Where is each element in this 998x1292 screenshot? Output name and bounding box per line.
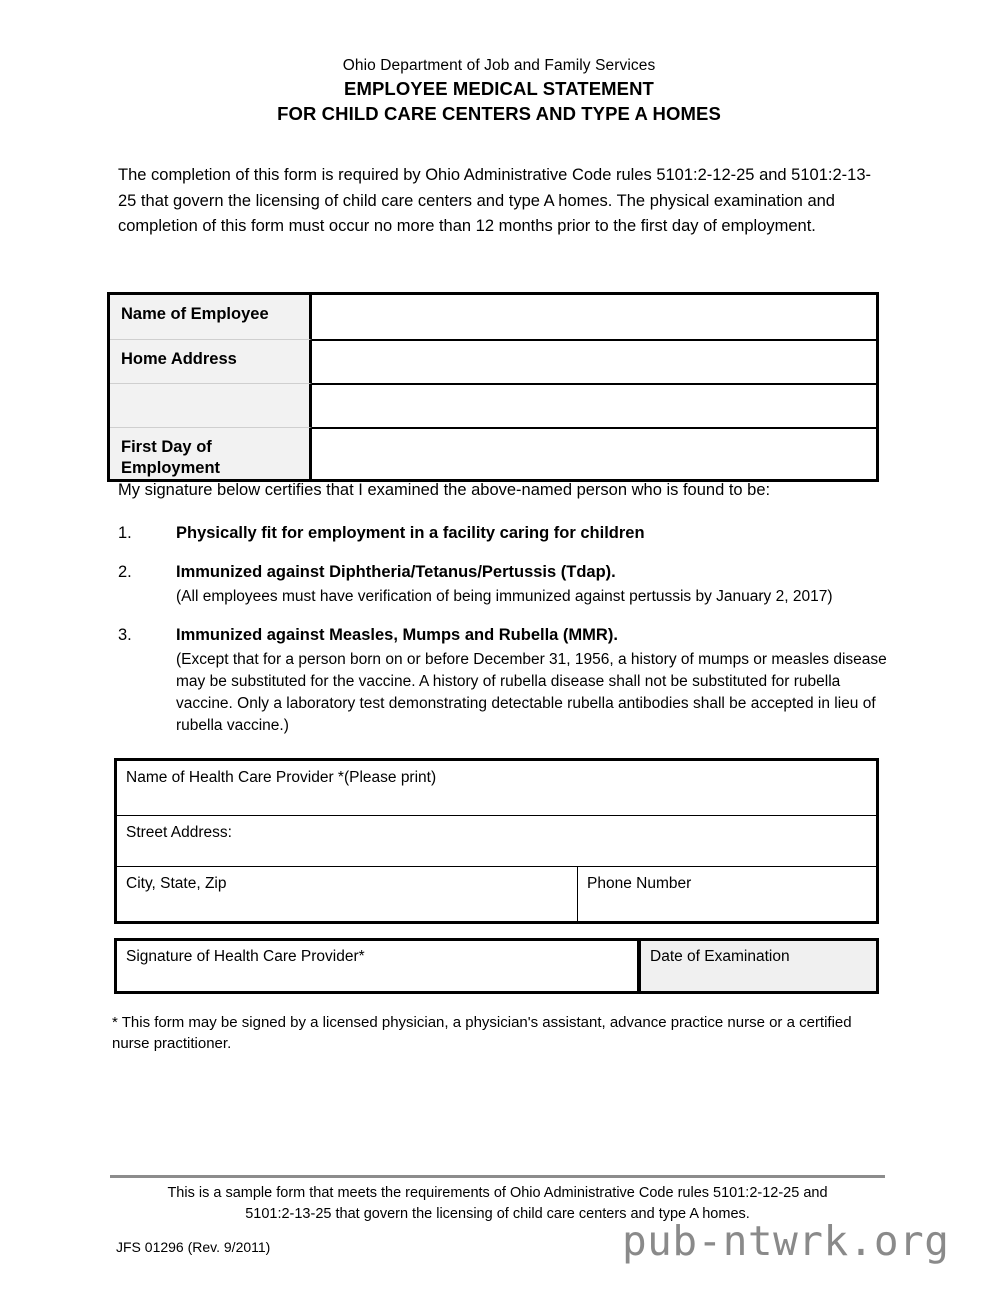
item-body (176, 561, 890, 608)
agency-name: Ohio Department of Job and Family Services (342, 57, 656, 74)
document-header (0, 56, 998, 126)
table-row (110, 383, 876, 427)
intro-paragraph: The completion of this form is required by Ohio Administrative Code rules 5101:2-12-25 and 5101:2-13-25 that govern the licensing of child care centers and type A homes. The physical examination and completion of this form must occur no more than 12 months prior to the first day of employment. (118, 166, 871, 235)
item-note: (Except that for a person born on or before December 31, 1956, a history of mumps or measles disease may be substituted for the vaccine. A history of rubella disease shall not be substituted for rubella vaccine. Only a laboratory test demonstrating detectable rubella antibodies shall be accepted in lieu of rubella vaccine.) (176, 651, 887, 734)
footer-sample-line-1: This is a sample form that meets the requirements of Ohio Administrative Code rules 5101:2-12-25 and (167, 1185, 828, 1201)
item-number: 2. (118, 563, 132, 581)
provider-phone-label: Phone Number (587, 875, 692, 892)
site-watermark: pub-ntwrk.org (622, 1217, 950, 1265)
date-of-examination-field[interactable] (640, 938, 879, 994)
table-row (110, 427, 876, 479)
form-identifier: JFS 01296 (Rev. 9/2011) (116, 1239, 271, 1255)
item-body (176, 624, 890, 737)
first-day-employment-field[interactable] (312, 427, 876, 479)
footer-divider (110, 1175, 885, 1178)
home-address-field[interactable] (312, 339, 876, 383)
item-body (176, 522, 890, 545)
home-address-continued-label (110, 383, 312, 427)
provider-signature-field[interactable] (114, 938, 640, 994)
list-item (118, 561, 890, 608)
employee-name-label: Name of Employee (110, 295, 312, 339)
item-number: 1. (118, 524, 132, 542)
table-row (110, 295, 876, 339)
date-of-examination-label: Date of Examination (650, 948, 790, 965)
table-row (110, 339, 876, 383)
item-number: 3. (118, 626, 132, 644)
health-care-provider-box (114, 758, 879, 924)
item-heading: Immunized against Diphtheria/Tetanus/Pertussis (Tdap). (176, 563, 616, 581)
certification-items-list (118, 522, 890, 753)
form-title-line-2: FOR CHILD CARE CENTERS AND TYPE A HOMES (277, 103, 721, 124)
provider-name-field[interactable] (117, 761, 876, 815)
provider-name-label: Name of Health Care Provider *(Please print) (126, 769, 437, 786)
employee-name-field[interactable] (312, 295, 876, 339)
item-heading: Physically fit for employment in a facility caring for children (176, 524, 645, 542)
item-heading: Immunized against Measles, Mumps and Rubella (MMR). (176, 626, 618, 644)
provider-phone-field[interactable] (578, 867, 876, 921)
employee-info-table (107, 292, 879, 482)
provider-city-state-zip-label: City, State, Zip (126, 875, 227, 892)
provider-street-field[interactable] (117, 815, 876, 866)
footer-sample-line-2: 5101:2-13-25 that govern the licensing of child care centers and type A homes. (245, 1206, 750, 1222)
provider-city-state-zip-field[interactable] (117, 867, 578, 921)
first-day-employment-label: First Day of Employment (110, 427, 312, 479)
list-item (118, 624, 890, 737)
provider-street-label: Street Address: (126, 824, 232, 841)
signature-row (114, 938, 879, 994)
signature-footnote: * This form may be signed by a licensed physician, a physician's assistant, advance practice nurse or a certified nurse practitioner. (112, 1014, 852, 1052)
list-item (118, 522, 890, 545)
provider-signature-label: Signature of Health Care Provider* (126, 948, 365, 965)
provider-city-phone-row (117, 866, 876, 921)
home-address-continued-field[interactable] (312, 383, 876, 427)
form-title-line-1: EMPLOYEE MEDICAL STATEMENT (344, 78, 654, 99)
home-address-label: Home Address (110, 339, 312, 383)
certification-statement: My signature below certifies that I examined the above-named person who is found to be: (118, 481, 771, 499)
item-note: (All employees must have verification of being immunized against pertussis by January 2, 2017) (176, 588, 833, 605)
